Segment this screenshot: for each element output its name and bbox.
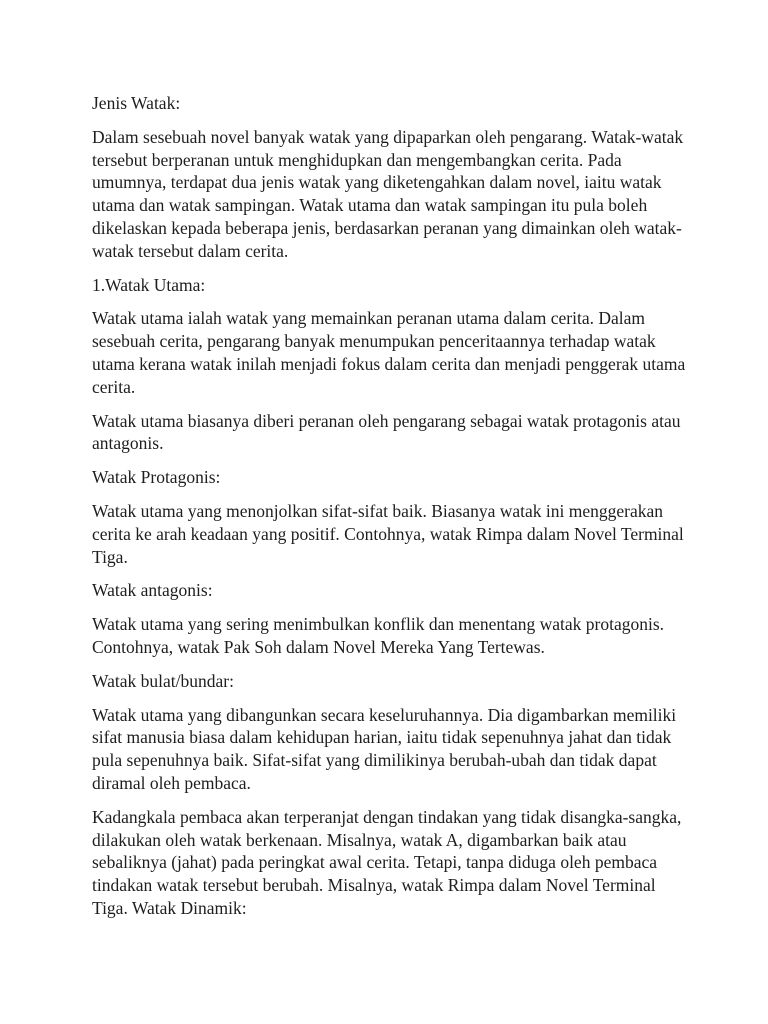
paragraph-watak-utama: Watak utama ialah watak yang memainkan peranan utama dalam cerita. Dalam sesebuah cerita, pengarang banyak menumpukan penceritaannya terhadap watak utama kerana watak inilah menjadi fokus dalam cerita dan menjadi penggerak utama cerita.	[92, 308, 686, 397]
section-heading-antagonis: Watak antagonis:	[92, 580, 213, 601]
paragraph-bulat-bundar: Watak utama yang dibangunkan secara keseluruhannya. Dia digambarkan memiliki sifat manusia biasa dalam kehidupan harian, iaitu tidak sepenuhnya jahat dan tidak pula sepenuhnya baik. Sifat-sifat yang dimilikinya berubah-ubah dan tidak dapat diramal oleh pembaca.	[92, 704, 677, 793]
section-heading-watak-utama: 1.Watak Utama:	[92, 274, 206, 295]
paragraph-kadangkala: Kadangkala pembaca akan terperanjat dengan tindakan yang tidak disangka-sangka, dilakukan oleh watak berkenaan. Misalnya, watak A, digambarkan baik atau sebaliknya (jahat) pada peringkat awal cerita. Tetapi, tanpa diduga oleh pembaca tindakan watak tersebut berubah. Misalnya, watak Rimpa dalam Novel Terminal Tiga. Watak Dinamik:	[92, 806, 682, 918]
paragraph-antagonis: Watak utama yang sering menimbulkan konflik dan menentang watak protagonis. Contohnya, watak Pak Soh dalam Novel Mereka Yang Tertewas.	[92, 614, 665, 657]
paragraph-peranan: Watak utama biasanya diberi peranan oleh pengarang sebagai watak protagonis atau antagonis.	[92, 410, 681, 454]
paragraph-protagonis: Watak utama yang menonjolkan sifat-sifat baik. Biasanya watak ini menggerakan cerita ke arah keadaan yang positif. Contohnya, watak Rimpa dalam Novel Terminal Tiga.	[92, 500, 684, 567]
section-heading-bulat-bundar: Watak bulat/bundar:	[92, 670, 234, 691]
paragraph-intro: Dalam sesebuah novel banyak watak yang dipaparkan oleh pengarang. Watak-watak tersebut berperanan untuk menghidupkan dan mengembangkan cerita. Pada umumnya, terdapat dua jenis watak yang diketengahkan dalam novel, iaitu watak utama dan watak sampingan. Watak utama dan watak sampingan itu pula boleh dikelaskan kepada beberapa jenis, berdasarkan peranan yang dimainkan oleh watak-watak tersebut dalam cerita.	[92, 126, 684, 261]
document-page	[92, 92, 692, 931]
section-heading-jenis-watak: Jenis Watak:	[92, 93, 181, 113]
section-heading-protagonis: Watak Protagonis:	[92, 467, 221, 488]
